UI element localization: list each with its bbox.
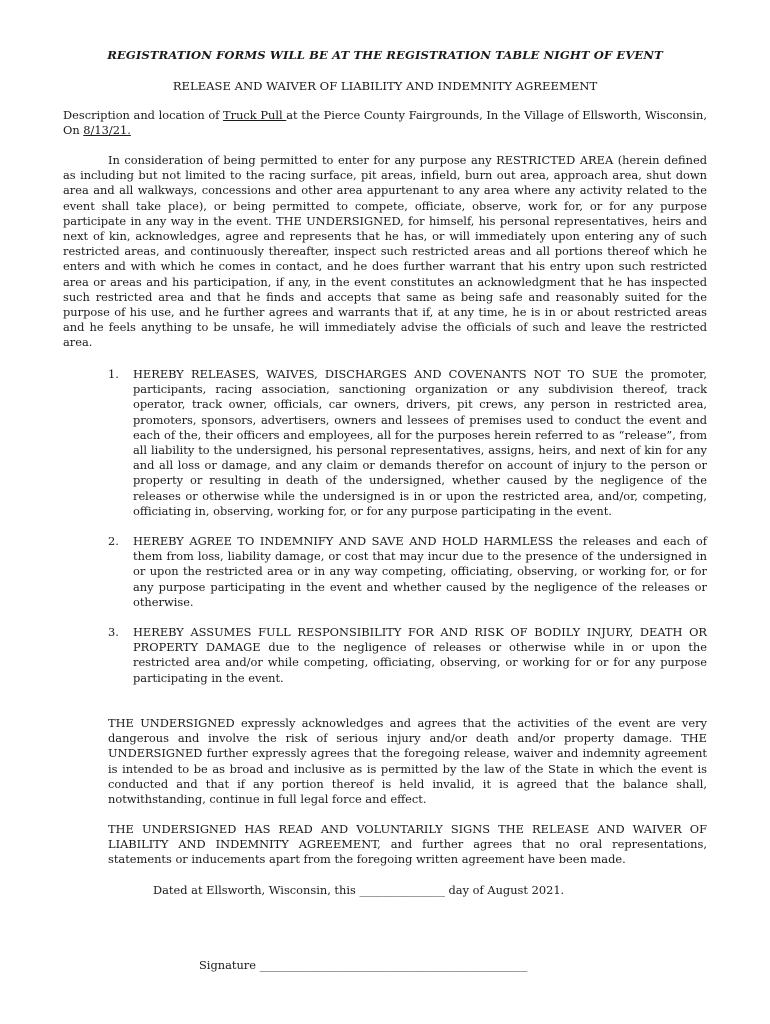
event-description xyxy=(63,108,707,138)
description-prefix: Description and location of xyxy=(63,108,224,122)
clause-number: 2. xyxy=(108,534,119,549)
signature-line: Signature _______________________________________________ xyxy=(199,958,528,972)
clause-text: HEREBY ASSUMES FULL RESPONSIBILITY FOR AND RISK OF BODILY INJURY, DEATH OR PROPERTY DAMAGE due to the negligence of releases or otherwise while in or upon the restricted area and/or while competing, officiating, observing, or working for or for any purpose participating in the event. xyxy=(133,625,707,685)
clause-item xyxy=(63,367,707,519)
registration-notice: REGISTRATION FORMS WILL BE AT THE REGISTRATION TABLE NIGHT OF EVENT xyxy=(107,48,663,62)
clause-text: HEREBY AGREE TO INDEMNIFY AND SAVE AND HOLD HARMLESS the releases and each of them from loss, liability damage, or cost that may incur due to the presence of the undersigned in or upon the restricted area or in any way competing, officiating, observing, or working for, or for any purpose participating in the event and whether caused by the negligence of the releases or otherwise. xyxy=(133,534,707,609)
clause-item xyxy=(63,534,707,610)
read-statement-paragraph: THE UNDERSIGNED HAS READ AND VOLUNTARILY SIGNS THE RELEASE AND WAIVER OF LIABILITY AND INDEMNITY AGREEMENT, and further agrees that no oral representations, statements or inducements apart from the foregoing written agreement have been made. xyxy=(108,822,707,867)
clause-list xyxy=(63,367,707,686)
intro-paragraph: In consideration of being permitted to enter for any purpose any RESTRICTED AREA (herein defined as including but not limited to the racing surface, pit areas, infield, burn out area, approach area, shut down area and all walkways, concessions and other area appurtenant to any area where any activity related to the event shall take place), or being permitted to compete, officiate, observe, work for, or for any purpose participate in any way in the event. THE UNDERSIGNED, for himself, his personal representatives, heirs and next of kin, acknowledges, agree and represents that he has, or will immediately upon entering any of such restricted areas, and continuously thereafter, inspect such restricted areas and all portions thereof which he enters and with which he comes in contact, and he does further warrant that his entry upon such restricted area or areas and his participation, if any, in the event constitutes an acknowledgment that he has inspected such restricted area and that he finds and accepts that same as being safe and reasonably suited for the purpose of his use, and he further agrees and warrants that if, at any time, he is in or about restricted areas and he feels anything to be unsafe, he will immediately advise the officials of such and leave the restricted area. xyxy=(63,153,707,350)
event-date: 8/13/21. xyxy=(83,123,131,138)
clause-number: 3. xyxy=(108,625,119,640)
event-name: Truck Pull xyxy=(223,108,287,122)
acknowledgment-paragraph: THE UNDERSIGNED expressly acknowledges and agrees that the activities of the event are very dangerous and involve the risk of serious injury and/or death and/or property damage. THE UNDERSIGNED further expressly agrees that the foregoing release, waiver and indemnity agreement is intended to be as broad and inclusive as is permitted by the law of the State in which the event is conducted and that if any portion thereof is held invalid, it is agreed that the balance shall, notwithstanding, continue in full legal force and effect. xyxy=(108,716,707,807)
clause-text: HEREBY RELEASES, WAIVES, DISCHARGES AND COVENANTS NOT TO SUE the promoter, participants, racing association, sanctioning organization or any subdivision thereof, track operator, track owner, officials, car owners, drivers, pit crews, any person in restricted area, promoters, sponsors, advertisers, owners and lessees of premises used to conduct the event and each of the, their officers and employees, all for the purposes herein referred to as “release”, from all liability to the undersigned, his personal representatives, assigns, heirs, and next of kin for any and all loss or damage, and any claim or demands therefor on account of injury to the person or property or resulting in death of the undersigned, whether caused by the negligence of the releases or otherwise while the undersigned is in or upon the restricted area, and/or, competing, officiating in, observing, working for, or for any purpose participating in the event. xyxy=(133,367,707,518)
clause-item xyxy=(63,625,707,686)
dated-line: Dated at Ellsworth, Wisconsin, this _______________ day of August 2021. xyxy=(153,883,565,897)
clause-number: 1. xyxy=(108,367,119,381)
document-title: RELEASE AND WAIVER OF LIABILITY AND INDEMNITY AGREEMENT xyxy=(172,79,598,93)
description-location: at the Pierce County Fairgrounds, In the Village of Ellsworth, Wisconsin, On xyxy=(63,108,707,138)
